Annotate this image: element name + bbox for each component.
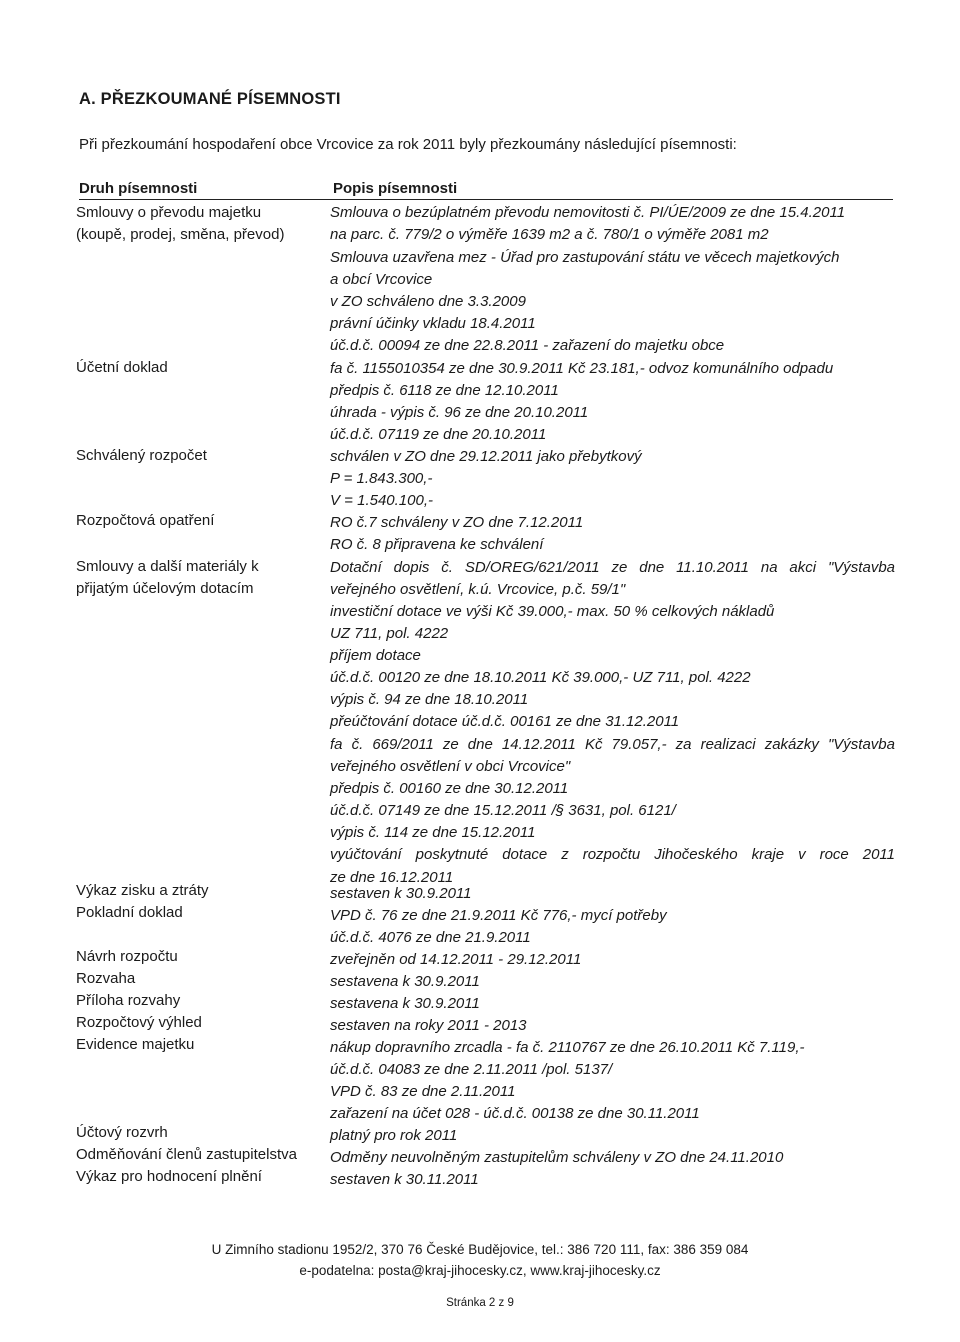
description-line: přeúčtování dotace úč.d.č. 00161 ze dne 31.12.2011 xyxy=(330,713,680,730)
description-line: sestavena k 30.9.2011 xyxy=(330,973,480,990)
description-line: RO č.7 schváleny v ZO dne 7.12.2011 xyxy=(330,514,584,531)
document-type-label: Evidence majetku xyxy=(76,1036,195,1053)
description-line: UZ 711, pol. 4222 xyxy=(330,625,449,642)
document-type-item xyxy=(76,968,326,990)
document-type-label: Účtový rozvrh xyxy=(76,1124,168,1141)
description-line: VPD č. 76 ze dne 21.9.2011 Kč 776,- mycí potřeby xyxy=(330,907,667,924)
header-document-description: Popis písemnosti xyxy=(333,180,458,197)
document-type-label: přijatým účelovým dotacím xyxy=(76,580,254,598)
document-type-label: Výkaz pro hodnocení plnění xyxy=(76,1168,262,1185)
description-line: sestavena k 30.9.2011 xyxy=(330,995,480,1012)
document-type-item xyxy=(76,1122,326,1144)
description-line: úč.d.č. 4076 ze dne 21.9.2011 xyxy=(330,929,531,946)
description-line: vyúčtování poskytnuté dotace z rozpočtu Jihočeského kraje v roce 2011 xyxy=(330,846,895,863)
description-line: zveřejněn od 14.12.2011 - 29.12.2011 xyxy=(330,951,582,968)
document-type-item xyxy=(76,1166,326,1188)
document-type-item xyxy=(76,445,326,467)
document-type-item xyxy=(76,880,326,902)
section-title: A. PŘEZKOUMANÉ PÍSEMNOSTI xyxy=(79,90,341,108)
description-line: úč.d.č. 04083 ze dne 2.11.2011 /pol. 5137/ xyxy=(330,1061,613,1078)
description-line: Dotační dopis č. SD/OREG/621/2011 ze dne 11.10.2011 na akci "Výstavba xyxy=(330,559,895,576)
document-type-label: Návrh rozpočtu xyxy=(76,948,178,965)
document-type-item xyxy=(76,556,326,600)
description-line: Smlouva uzavřena mez - Úřad pro zastupování státu ve věcech majetkových xyxy=(330,249,840,266)
description-line: VPD č. 83 ze dne 2.11.2011 xyxy=(330,1083,516,1100)
description-line: právní účinky vkladu 18.4.2011 xyxy=(330,315,536,332)
description-line: sestaven k 30.9.2011 xyxy=(330,885,472,902)
description-line: sestaven k 30.11.2011 xyxy=(330,1171,479,1188)
document-type-label: Rozpočtový výhled xyxy=(76,1014,202,1031)
description-line: V = 1.540.100,- xyxy=(330,492,433,509)
description-line: výpis č. 114 ze dne 15.12.2011 xyxy=(330,824,536,841)
document-type-item xyxy=(76,1144,326,1166)
description-line: úč.d.č. 00120 ze dne 18.10.2011 Kč 39.000,- UZ 711, pol. 4222 xyxy=(330,669,751,686)
description-line: Smlouva o bezúplatném převodu nemovitosti č. PI/ÚE/2009 ze dne 15.4.2011 xyxy=(330,204,846,221)
description-line: úč.d.č. 07149 ze dne 15.12.2011 /§ 3631, pol. 6121/ xyxy=(330,802,676,819)
document-type-label: Odměňování členů zastupitelstva xyxy=(76,1146,297,1163)
description-line: výpis č. 94 ze dne 18.10.2011 xyxy=(330,691,529,708)
description-line: v ZO schváleno dne 3.3.2009 xyxy=(330,293,526,310)
description-line: veřejného osvětlení v obci Vrcovice" xyxy=(330,758,571,775)
description-line: a obcí Vrcovice xyxy=(330,271,433,288)
description-line: sestaven na roky 2011 - 2013 xyxy=(330,1017,527,1034)
description-line: Odměny neuvolněným zastupitelům schváleny v ZO dne 24.11.2010 xyxy=(330,1149,784,1166)
document-type-item xyxy=(76,510,326,532)
description-line: RO č. 8 připravena ke schválení xyxy=(330,536,544,553)
header-rule xyxy=(79,199,893,200)
document-type-item xyxy=(76,1012,326,1034)
footer-address: U Zimního stadionu 1952/2, 370 76 České Budějovice, tel.: 386 720 111, fax: 386 359 084 xyxy=(211,1242,749,1257)
document-type-label: Smlouvy o převodu majetku xyxy=(76,204,262,221)
description-line: ze dne 16.12.2011 xyxy=(330,869,454,886)
document-type-label: Příloha rozvahy xyxy=(76,992,181,1009)
description-line: předpis č. 00160 ze dne 30.12.2011 xyxy=(330,780,569,797)
header-document-type: Druh písemnosti xyxy=(79,180,198,197)
description-line: nákup dopravního zrcadla - fa č. 2110767 ze dne 26.10.2011 Kč 7.119,- xyxy=(330,1039,805,1056)
document-type-item xyxy=(76,902,326,924)
document-type-label: Rozpočtová opatření xyxy=(76,512,215,529)
description-line: úč.d.č. 00094 ze dne 22.8.2011 - zařazení do majetku obce xyxy=(330,337,725,354)
description-line: na parc. č. 779/2 o výměře 1639 m2 a č. 780/1 o výměře 2081 m2 xyxy=(330,226,769,243)
description-line: P = 1.843.300,- xyxy=(330,470,433,487)
document-type-item xyxy=(76,202,326,246)
description-line: platný pro rok 2011 xyxy=(330,1127,458,1144)
description-line: příjem dotace xyxy=(330,647,421,664)
description-line: schválen v ZO dne 29.12.2011 jako přebytkový xyxy=(330,448,642,465)
document-type-item xyxy=(76,357,326,379)
document-type-label: Výkaz zisku a ztráty xyxy=(76,882,209,899)
description-line: fa č. 1155010354 ze dne 30.9.2011 Kč 23.181,- odvoz komunálního odpadu xyxy=(330,360,834,377)
document-type-label: Účetní doklad xyxy=(76,359,168,376)
document-type-label: Smlouvy a další materiály k xyxy=(76,558,259,575)
description-line: fa č. 669/2011 ze dne 14.12.2011 Kč 79.057,- za realizaci zakázky "Výstavba xyxy=(330,736,895,753)
document-type-item xyxy=(76,990,326,1012)
description-line: zařazení na účet 028 - úč.d.č. 00138 ze dne 30.11.2011 xyxy=(330,1105,700,1122)
description-line: úhrada - výpis č. 96 ze dne 20.10.2011 xyxy=(330,404,589,421)
description-line: úč.d.č. 07119 ze dne 20.10.2011 xyxy=(330,426,547,443)
document-type-label: Schválený rozpočet xyxy=(76,447,207,464)
footer-contact: e-podatelna: posta@kraj-jihocesky.cz, www.kraj-jihocesky.cz xyxy=(299,1263,661,1278)
document-type-label: (koupě, prodej, směna, převod) xyxy=(76,226,285,244)
document-type-label: Pokladní doklad xyxy=(76,904,183,921)
page-number: Stránka 2 z 9 xyxy=(446,1297,514,1309)
document-type-label: Rozvaha xyxy=(76,970,136,987)
document-type-item xyxy=(76,946,326,968)
description-line: veřejného osvětlení, k.ú. Vrcovice, p.č. 59/1" xyxy=(330,581,626,598)
description-line: předpis č. 6118 ze dne 12.10.2011 xyxy=(330,382,559,399)
description-line: investiční dotace ve výši Kč 39.000,- max. 50 % celkových nákladů xyxy=(330,603,775,620)
intro-text: Při přezkoumání hospodaření obce Vrcovice za rok 2011 byly přezkoumány následující písemnosti: xyxy=(79,136,737,153)
document-type-item xyxy=(76,1034,326,1056)
